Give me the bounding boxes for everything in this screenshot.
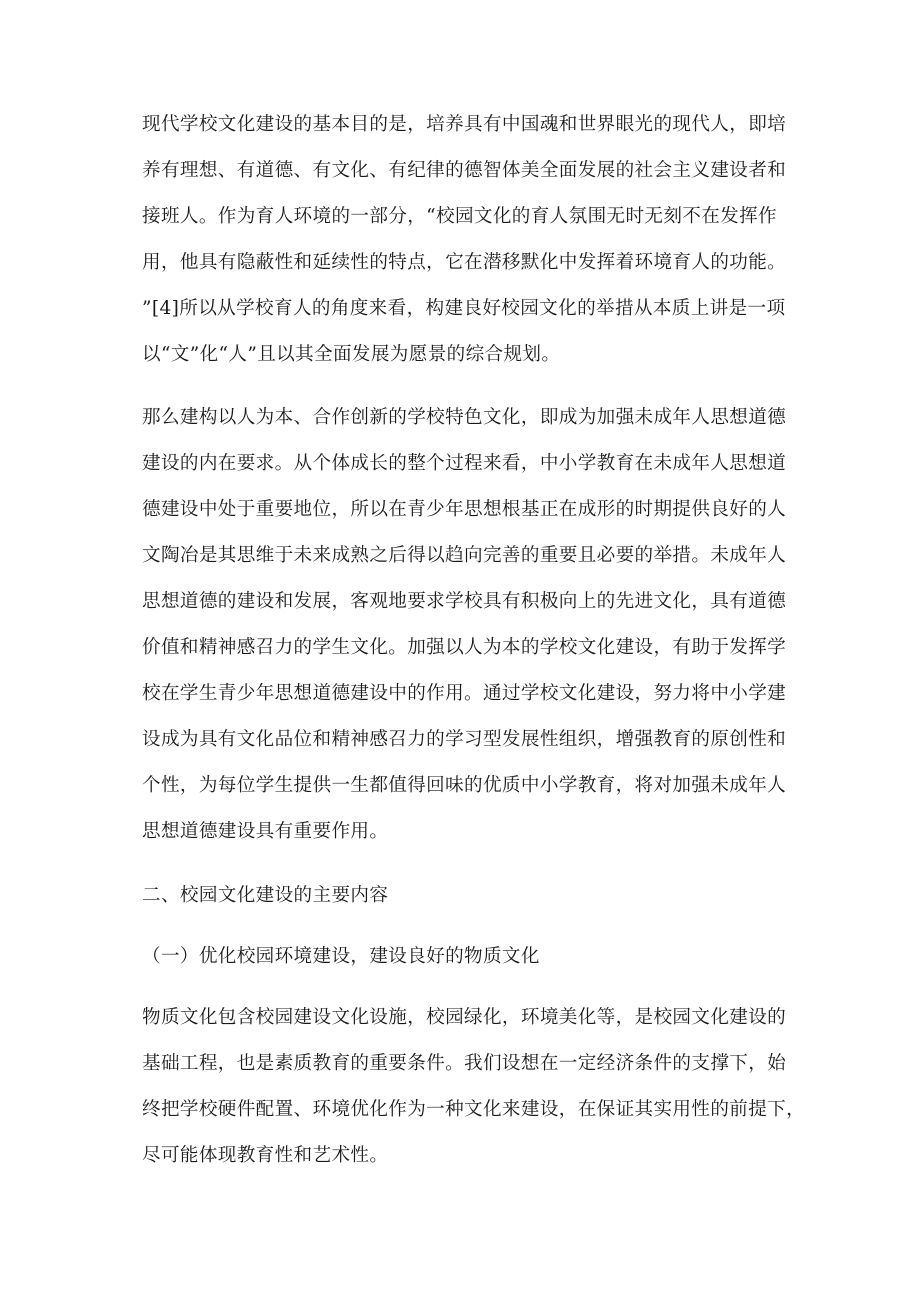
paragraph-line: 以“文”化“人”且以其全面发展为愿景的综合规划。 xyxy=(142,344,561,365)
paragraph-line: 德建设中处于重要地位，所以在青少年思想根基正在成形的时期提供良好的人 xyxy=(142,499,787,520)
paragraph-line: 设成为具有文化品位和精神感召力的学习型发展性组织，增强教育的原创性和 xyxy=(142,729,787,750)
paragraph-line: 物质文化包含校园建设文化设施，校园绿化，环境美化等，是校园文化建设的 xyxy=(142,1007,787,1028)
paragraph-line: 文陶冶是其思维于未来成熟之后得以趋向完善的重要且必要的举措。未成年人 xyxy=(142,545,787,566)
paragraph-line: 终把学校硬件配置、环境优化作为一种文化来建设，在保证其实用性的前提下， xyxy=(142,1099,806,1120)
paragraph-line: 现代学校文化建设的基本目的是，培养具有中国魂和世界眼光的现代人，即培 xyxy=(142,114,787,135)
paragraph-line: 养有理想、有道德、有文化、有纪律的德智体美全面发展的社会主义建设者和 xyxy=(142,160,787,181)
paragraph-line: 校在学生青少年思想道德建设中的作用。通过学校文化建设，努力将中小学建 xyxy=(142,683,787,704)
paragraph-line: 个性，为每位学生提供一生都值得回味的优质中小学教育，将对加强未成年人 xyxy=(142,775,787,796)
paragraph-line: 建设的内在要求。从个体成长的整个过程来看，中小学教育在未成年人思想道 xyxy=(142,453,787,474)
subsection-heading: （一）优化校园环境建设，建设良好的物质文化 xyxy=(142,946,540,967)
paragraph-line: 基础工程，也是素质教育的重要条件。我们设想在一定经济条件的支撑下，始 xyxy=(142,1053,787,1074)
paragraph-line: 思想道德的建设和发展，客观地要求学校具有积极向上的先进文化，具有道德 xyxy=(142,591,787,612)
paragraph-line: 思想道德建设具有重要作用。 xyxy=(142,821,389,842)
paragraph-line: ”[4]所以从学校育人的角度来看，构建良好校园文化的举措从本质上讲是一项 xyxy=(142,298,786,319)
paragraph-line: 那么建构以人为本、合作创新的学校特色文化，即成为加强未成年人思想道德 xyxy=(142,407,787,428)
paragraph-line: 用，他具有隐蔽性和延续性的特点，它在潜移默化中发挥着环境育人的功能。 xyxy=(142,252,787,273)
paragraph-line: 接班人。作为育人环境的一部分，“校园文化的育人氛围无时无刻不在发挥作 xyxy=(142,206,778,227)
section-heading: 二、校园文化建设的主要内容 xyxy=(142,885,389,906)
paragraph-line: 尽可能体现教育性和艺术性。 xyxy=(142,1145,389,1166)
paragraph-line: 价值和精神感召力的学生文化。加强以人为本的学校文化建设，有助于发挥学 xyxy=(142,637,787,658)
